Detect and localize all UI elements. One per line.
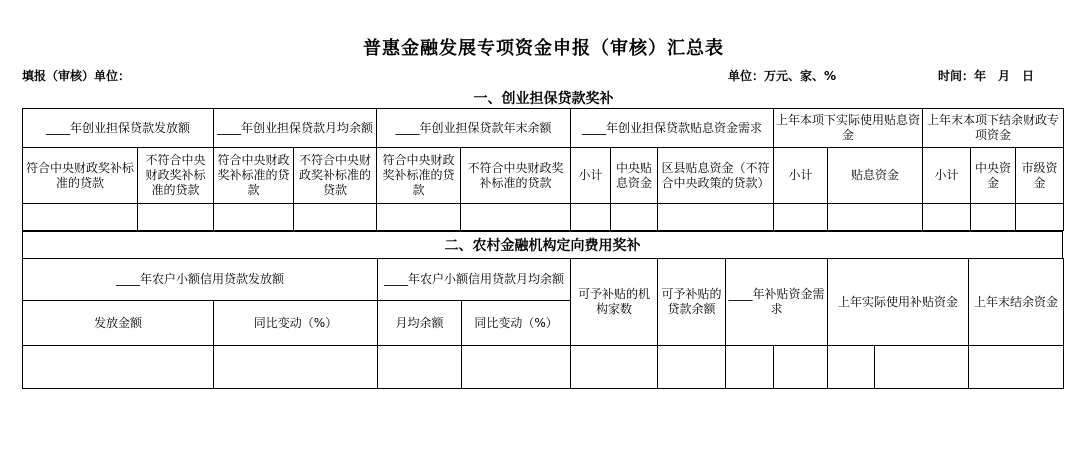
data-cell[interactable] [214, 204, 294, 231]
subheader-cell: 不符合中央财政奖补标准的贷款 [294, 148, 377, 204]
subheader-cell: 符合中央财政奖补标准的贷款 [214, 148, 294, 204]
data-cell[interactable] [378, 346, 462, 389]
time-fields: 年 月 日 [974, 69, 1035, 83]
data-cell[interactable] [658, 346, 726, 389]
group-header-cell: 可予补贴的机构家数 [571, 259, 658, 346]
subheader-cell: 符合中央财政奖补标准的贷款 [377, 148, 461, 204]
table1-data-row [23, 204, 1064, 231]
data-cell[interactable] [138, 204, 214, 231]
group-header-cell: ____年创业担保贷款年末余额 [377, 109, 571, 148]
data-cell[interactable] [774, 204, 828, 231]
data-cell[interactable] [969, 346, 1064, 389]
group-header-cell: 上年本项下实际使用贴息资金 [774, 109, 923, 148]
rural-finance-subsidy-table [22, 258, 1064, 389]
section2-title-row [22, 231, 1063, 259]
table2-group-header-row [23, 259, 1064, 301]
table1-subheader-row [23, 148, 1064, 204]
subheader-cell: 月均余额 [378, 301, 462, 346]
data-cell[interactable] [294, 204, 377, 231]
data-cell[interactable] [23, 346, 214, 389]
data-cell[interactable] [377, 204, 461, 231]
subheader-cell: 区县贴息资金（不符合中央政策的贷款） [658, 148, 774, 204]
group-header-cell: ____年创业担保贷款发放额 [23, 109, 214, 148]
group-header-cell: 上年末结余资金 [969, 259, 1064, 346]
startup-guarantee-loan-table [22, 108, 1064, 231]
reporting-unit-label: 填报（审核）单位： [22, 69, 131, 83]
subheader-cell: 市级资金 [1016, 148, 1064, 204]
subheader-cell: 贴息资金 [828, 148, 923, 204]
group-header-cell: ____年创业担保贷款月均余额 [214, 109, 377, 148]
data-cell[interactable] [828, 346, 875, 389]
data-cell[interactable] [658, 204, 774, 231]
time-label [938, 67, 1034, 84]
subheader-cell: 小计 [571, 148, 611, 204]
data-cell[interactable] [23, 204, 138, 231]
info-bar [22, 67, 1065, 83]
data-cell[interactable] [462, 346, 571, 389]
subheader-cell: 不符合中央财政奖补标准的贷款 [461, 148, 571, 204]
data-cell[interactable] [923, 204, 971, 231]
group-header-cell: ____年创业担保贷款贴息资金需求 [571, 109, 774, 148]
measure-unit-label: 单位：万元、家、% [728, 69, 837, 83]
section1-title: 一、创业担保贷款奖补 [473, 91, 614, 107]
data-cell[interactable] [875, 346, 969, 389]
time-caption: 时间： [938, 69, 975, 83]
data-cell[interactable] [774, 346, 828, 389]
table2-data-row [23, 346, 1064, 389]
subheader-cell: 中央贴息资金 [611, 148, 658, 204]
data-cell[interactable] [611, 204, 658, 231]
subheader-cell: 不符合中央财政奖补标准的贷款 [138, 148, 214, 204]
data-cell[interactable] [461, 204, 571, 231]
data-cell[interactable] [1016, 204, 1064, 231]
data-cell[interactable] [571, 346, 658, 389]
data-cell[interactable] [214, 346, 378, 389]
table1-group-header-row [23, 109, 1064, 148]
group-header-cell: ____年补贴资金需求 [726, 259, 828, 346]
group-header-cell: ____年农户小额信用贷款发放额 [23, 259, 378, 301]
data-cell[interactable] [828, 204, 923, 231]
subheader-cell: 同比变动（%） [462, 301, 571, 346]
subheader-cell: 发放金额 [23, 301, 214, 346]
subheader-cell: 小计 [774, 148, 828, 204]
group-header-cell: 可予补贴的贷款余额 [658, 259, 726, 346]
data-cell[interactable] [971, 204, 1016, 231]
subheader-cell: 中央资金 [971, 148, 1016, 204]
group-header-cell: ____年农户小额信用贷款月均余额 [378, 259, 571, 301]
subheader-cell: 符合中央财政奖补标准的贷款 [23, 148, 138, 204]
data-cell[interactable] [571, 204, 611, 231]
group-header-cell: 上年实际使用补贴资金 [828, 259, 969, 346]
group-header-cell: 上年末本项下结余财政专项资金 [923, 109, 1064, 148]
subheader-cell: 同比变动（%） [214, 301, 378, 346]
data-cell[interactable] [726, 346, 774, 389]
subheader-cell: 小计 [923, 148, 971, 204]
page-title: 普惠金融发展专项资金申报（审核）汇总表 [363, 38, 724, 59]
section2-title: 二、农村金融机构定向费用奖补 [444, 238, 641, 254]
